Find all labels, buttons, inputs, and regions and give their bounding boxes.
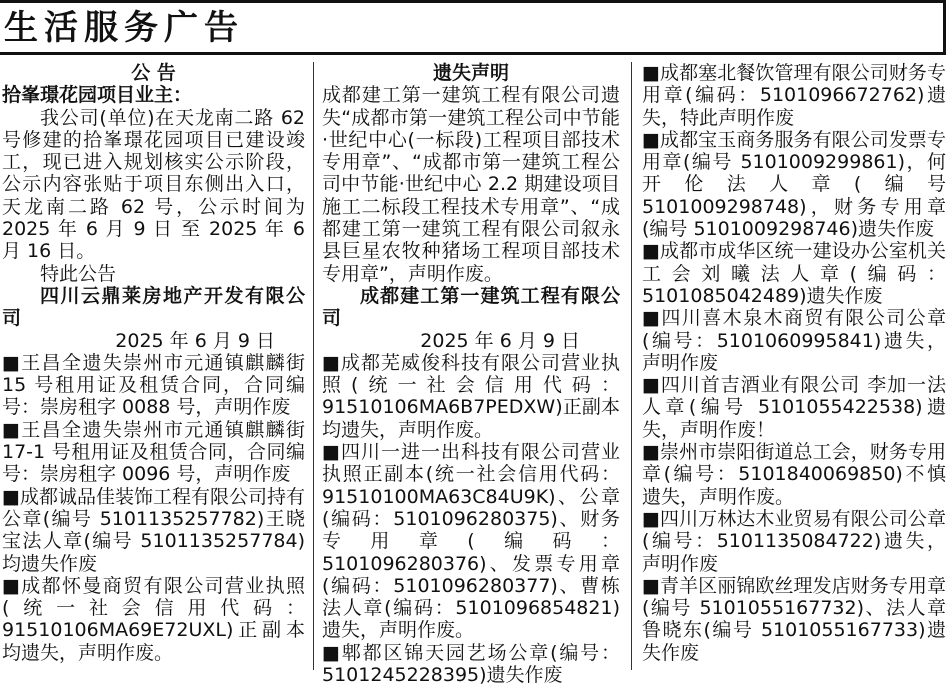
ad-item: ■崇州市崇阳街道总工会，财务专用章(编号：5101840069850)不慎遗失，声明作废。	[642, 441, 946, 508]
ad-item: ■四川万林达木业贸易有限公司公章(编号：5101135084722)遗失，声明作废	[642, 507, 946, 575]
ad-item: ■王昌全遗失崇州市元通镇麒麟街 17-1 号租用证及租赁合同，合同编号：崇房租字 0096 号，声明作废	[2, 418, 305, 486]
ad-item: ■成都怀曼商贸有限公司营业执照(统一社会信用代码：91510106MA69E72UXL)正副本均遗失，声明作废。	[2, 574, 305, 664]
ad-item: ■王昌全遗失崇州市元通镇麒麟街 15 号租用证及租赁合同，合同编号：崇房租字 0088 号，声明作废	[2, 351, 305, 419]
notice-date: 2025 年 6 月 9 日	[115, 329, 275, 352]
lost-statement-company: 成都建工第一建筑工程有限公司	[322, 284, 620, 330]
notice-addressee: 拾峯璟花园项目业主：	[2, 84, 193, 107]
ad-item: ■成都市成华区统一建设办公室机关工会刘曦法人章(编码：5101085042489)遗失作废	[642, 240, 946, 307]
lost-statement-body: 成都建工第一建筑工程有限公司遗失“成都市第一建筑工程公司中节能·世纪中心(一标段)工程项目部技术专用章”、“成都市第一建筑工程公司中节能·世纪中心 2.2 期建设项目施工二标段工程技术专用章”、“成都建工第一建筑工程有限公司叙永县巨星农牧种猪场工程项目部技术专用章”，声明作废。	[322, 84, 620, 285]
ad-item: ■郫都区锦天园艺场公章(编号：5101245228395)遗失作废	[322, 641, 620, 686]
section-title: 生活服务广告	[4, 7, 244, 48]
ad-item: ■成都诚品佳装饰工程有限公司持有公章(编号 5101135257782)王晓宝法人章(编号 5101135257784)均遗失作废	[2, 485, 305, 575]
column-divider	[631, 62, 632, 670]
notice-close: 特此公告	[40, 262, 117, 285]
column-1	[2, 62, 305, 664]
notice-company: 四川云鼎莱房地产开发有限公司	[2, 284, 305, 330]
lost-statement-heading: 遗失声明	[432, 62, 509, 84]
ad-item: ■青羊区丽锦欧丝理发店财务专用章(编号 5101055167732)、法人章鲁晓东(编号 5101055167733)遗失作废	[642, 574, 946, 664]
section-header	[0, 0, 946, 55]
ad-item: ■成都宝玉商务服务有限公司发票专用章(编号 5101009299861)，何开伦法人章(编号 5101009298748)，财务专用章(编号 5101009298746)遗失作废	[642, 128, 946, 241]
column-3	[642, 62, 946, 664]
column-2	[322, 62, 620, 686]
lost-statement-date: 2025 年 6 月 9 日	[420, 329, 580, 352]
notice-body: 我公司(单位)在天龙南二路 62 号修建的拾峯璟花园项目已建设竣工，现已进入规划核实公示阶段，公示内容张贴于项目东侧出入口，天龙南二路 62 号，公示时间为 2025 年 6 月 9 日 至 2025 年 6 月 16 日。	[2, 106, 305, 263]
ad-item: ■成都塞北餐饮管理有限公司财务专用章(编码：5101096672762)遗失，特此声明作废	[642, 62, 946, 129]
ad-item: ■四川首吉酒业有限公司 李加一法人章(编号 5101055422538)遗失，声明作废！	[642, 374, 946, 441]
ad-item: ■四川一进一出科技有限公司营业执照正副本(统一社会信用代码：91510100MA63C84U9K)、公章(编码：5101096280375)、财务专用章(编码：5101096280376)、发票专用章(编码：5101096280377)、曹栋法人章(编码：5101096854821)遗失，声明作废。	[322, 441, 620, 642]
column-divider	[313, 62, 314, 670]
ad-item: ■四川喜木泉木商贸有限公司公章(编号：5101060995841)遗失，声明作废	[642, 307, 946, 374]
ad-item: ■成都芜威俊科技有限公司营业执照(统一社会信用代码：91510106MA6B7PEDXW)正副本均遗失，声明作废。	[322, 351, 620, 441]
notice-heading: 公 告	[131, 62, 176, 84]
